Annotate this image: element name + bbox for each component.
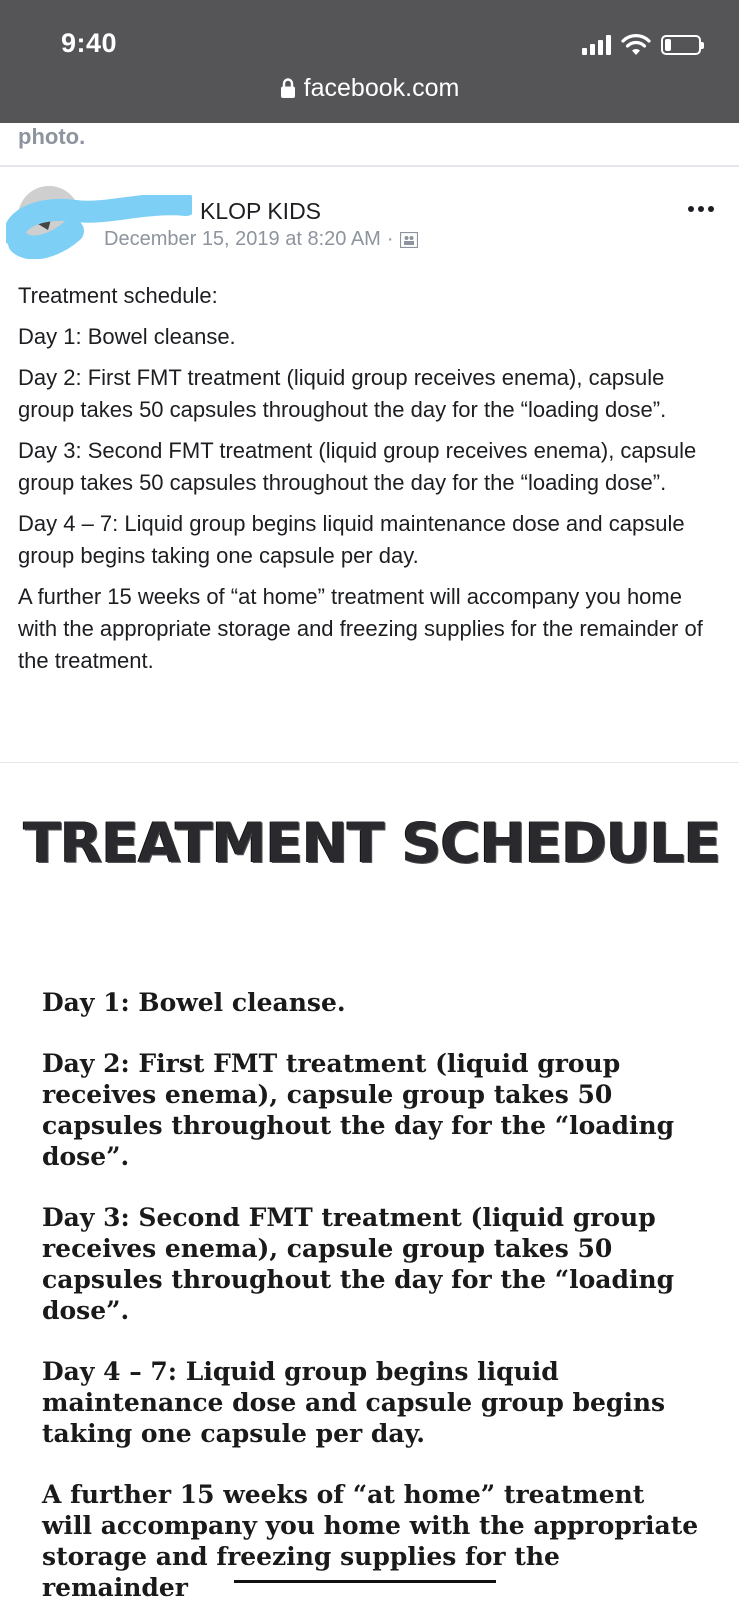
post-author[interactable]: KLOP KIDS (200, 198, 322, 224)
strikethrough-mark (234, 1580, 496, 1583)
photo-paragraph: Day 2: First FMT treatment (liquid group receives enema), capsule group takes 50 capsules throughout the day for the “loading dose”. (42, 1049, 675, 1171)
lock-icon (280, 77, 296, 99)
post-timestamp[interactable]: December 15, 2019 at 8:20 AM (104, 228, 381, 250)
url-bar[interactable] (0, 70, 739, 106)
post-divider (0, 165, 739, 167)
battery-icon (661, 35, 701, 55)
meta-separator: · (386, 228, 394, 250)
post-paragraph: Day 1: Bowel cleanse. (18, 324, 236, 349)
status-time: 9:40 (61, 28, 118, 58)
photo-paragraph: Day 3: Second FMT treatment (liquid group receives enema), capsule group takes 50 capsules throughout the day for the “loading dose”. (42, 1203, 675, 1325)
status-icons (582, 32, 701, 58)
post-paragraph: A further 15 weeks of “at home” treatment will accompany you home with the appropriate storage and freezing supplies for the remainder of the treatment. (18, 584, 703, 673)
post-meta (104, 228, 418, 251)
photo-body (42, 987, 702, 1600)
photo-paragraph: A further 15 weeks of “at home” treatment will accompany you home with the appropriate storage and freezing supplies for the remainder (42, 1480, 699, 1600)
photo-title: TREATMENT SCHEDULE (23, 811, 721, 875)
previous-post-tail: photo. (18, 124, 86, 149)
photo-paragraph: Day 1: Bowel cleanse. (42, 988, 346, 1017)
post-paragraph: Day 4 – 7: Liquid group begins liquid maintenance dose and capsule group begins taking one capsule per day. (18, 511, 685, 568)
post-paragraph: Day 2: First FMT treatment (liquid group receives enema), capsule group takes 50 capsules throughout the day for the “loading dose”. (18, 365, 667, 422)
more-options-icon[interactable] (688, 206, 714, 212)
photo-paragraph: Day 4 – 7: Liquid group begins liquid maintenance dose and capsule group begins taking one capsule per day. (42, 1357, 666, 1448)
post-text (18, 280, 723, 686)
post-photo[interactable] (0, 762, 739, 1600)
cellular-signal-icon (582, 35, 611, 55)
wifi-icon (621, 34, 651, 56)
url-domain: facebook.com (303, 73, 460, 102)
post-paragraph: Treatment schedule: (18, 283, 218, 308)
friends-audience-icon (400, 232, 418, 248)
post-paragraph: Day 3: Second FMT treatment (liquid group receives enema), capsule group takes 50 capsules throughout the day for the “loading dose”. (18, 438, 697, 495)
browser-top-bar (0, 0, 739, 123)
